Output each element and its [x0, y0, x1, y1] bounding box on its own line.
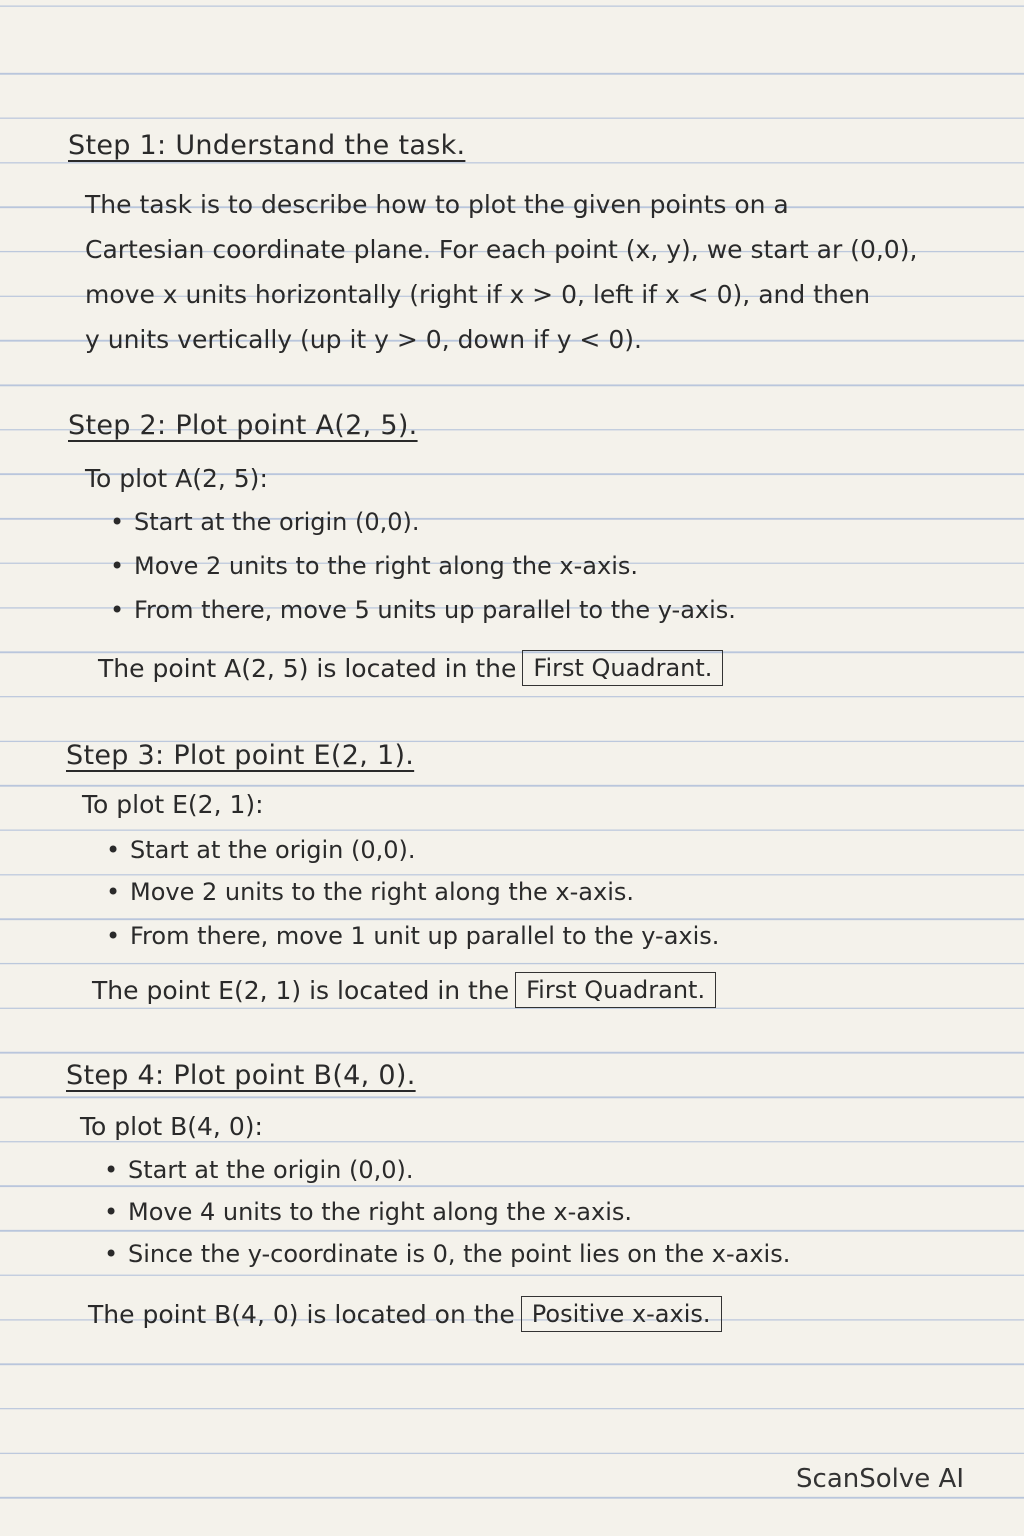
- step2-answer-box: First Quadrant.: [522, 650, 723, 686]
- step1-line-2: Cartesian coordinate plane. For each point (x, y), we start ar (0,0),: [85, 235, 918, 264]
- step1-line-4: y units vertically (up it y > 0, down if y < 0).: [85, 325, 642, 354]
- step2-bullet-3-text: From there, move 5 units up parallel to the y-axis.: [134, 596, 736, 624]
- step3-answer-box: First Quadrant.: [515, 972, 716, 1008]
- step4-bullet-3: • Since the y-coordinate is 0, the point lies on the x-axis.: [104, 1240, 791, 1268]
- step4-title: Step 4: Plot point B(4, 0).: [66, 1060, 416, 1091]
- step3-bullet-3: • From there, move 1 unit up parallel to the y-axis.: [106, 922, 720, 950]
- step4-bullet-3-text: Since the y-coordinate is 0, the point lies on the x-axis.: [128, 1240, 791, 1268]
- step2-title: Step 2: Plot point A(2, 5).: [68, 410, 418, 441]
- step2-bullet-3: • From there, move 5 units up parallel to the y-axis.: [110, 596, 736, 624]
- step4-bullet-2: • Move 4 units to the right along the x-axis.: [104, 1198, 632, 1226]
- step1-line-1: The task is to describe how to plot the given points on a: [85, 190, 789, 219]
- step3-bullet-1: • Start at the origin (0,0).: [106, 836, 416, 864]
- step3-title: Step 3: Plot point E(2, 1).: [66, 740, 415, 771]
- step1-title: Step 1: Understand the task.: [68, 130, 466, 161]
- step2-bullet-1-text: Start at the origin (0,0).: [134, 508, 420, 536]
- step2-conclusion: [98, 650, 723, 686]
- step3-intro: To plot E(2, 1):: [82, 790, 264, 819]
- step1-paragraph: [85, 182, 917, 362]
- step3-bullet-2-text: Move 2 units to the right along the x-axis.: [130, 878, 634, 906]
- step2-bullet-2: • Move 2 units to the right along the x-axis.: [110, 552, 638, 580]
- step2-intro: To plot A(2, 5):: [85, 464, 268, 493]
- step4-answer-box: Positive x-axis.: [521, 1296, 722, 1332]
- step1-line-3: move x units horizontally (right if x > 0, left if x < 0), and then: [85, 280, 871, 309]
- step3-conclusion: [92, 972, 716, 1008]
- step4-bullet-1: • Start at the origin (0,0).: [104, 1156, 414, 1184]
- step2-conclusion-text: The point A(2, 5) is located in the: [98, 653, 517, 683]
- step4-intro: To plot B(4, 0):: [80, 1112, 263, 1141]
- step4-conclusion: [88, 1296, 722, 1332]
- step2-bullet-2-text: Move 2 units to the right along the x-axis.: [134, 552, 638, 580]
- step3-conclusion-text: The point E(2, 1) is located in the: [92, 975, 510, 1005]
- step3-bullet-2: • Move 2 units to the right along the x-axis.: [106, 878, 634, 906]
- step4-bullet-1-text: Start at the origin (0,0).: [128, 1156, 414, 1184]
- step4-bullet-2-text: Move 4 units to the right along the x-axis.: [128, 1198, 632, 1226]
- step3-bullet-3-text: From there, move 1 unit up parallel to the y-axis.: [130, 922, 720, 950]
- step2-bullet-1: • Start at the origin (0,0).: [110, 508, 420, 536]
- step4-conclusion-text: The point B(4, 0) is located on the: [88, 1299, 515, 1329]
- step3-bullet-1-text: Start at the origin (0,0).: [130, 836, 416, 864]
- brand-label: ScanSolve AI: [796, 1464, 964, 1494]
